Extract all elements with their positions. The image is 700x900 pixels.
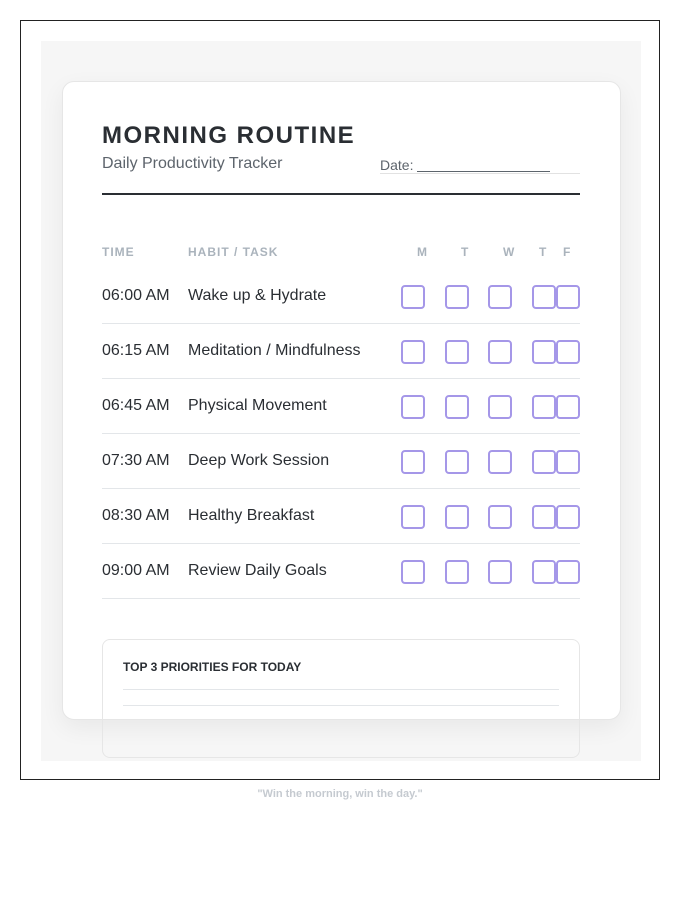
checkbox-mon[interactable]	[401, 285, 425, 309]
date-divider	[380, 173, 580, 174]
row-task: Review Daily Goals	[188, 562, 327, 579]
column-header-time: TIME	[102, 245, 135, 259]
checkbox-thu[interactable]	[532, 505, 556, 529]
table-row	[102, 324, 580, 379]
row-task: Wake up & Hydrate	[188, 287, 327, 304]
row-task: Physical Movement	[188, 397, 327, 414]
checkbox-fri[interactable]	[556, 340, 580, 364]
checkbox-wed[interactable]	[488, 450, 512, 474]
checkbox-thu[interactable]	[532, 560, 556, 584]
column-header-day-thu: T	[539, 245, 548, 259]
footer-quote: "Win the morning, win the day."	[257, 788, 423, 800]
checkbox-fri[interactable]	[556, 450, 580, 474]
checkbox-tue[interactable]	[445, 560, 469, 584]
column-header-day-tue: T	[461, 245, 470, 259]
checkbox-fri[interactable]	[556, 505, 580, 529]
checkbox-mon[interactable]	[401, 560, 425, 584]
checkbox-wed[interactable]	[488, 395, 512, 419]
checkbox-thu[interactable]	[532, 450, 556, 474]
table-row	[102, 434, 580, 489]
row-time: 06:15 AM	[102, 342, 170, 359]
table-row	[102, 379, 580, 434]
checkbox-tue[interactable]	[445, 505, 469, 529]
checkbox-wed[interactable]	[488, 505, 512, 529]
priority-line-2[interactable]	[123, 705, 559, 706]
checkbox-fri[interactable]	[556, 560, 580, 584]
column-header-day-fri: F	[563, 245, 572, 259]
row-task: Deep Work Session	[188, 452, 330, 469]
date-field[interactable]	[417, 171, 550, 172]
row-task: Healthy Breakfast	[188, 507, 315, 524]
checkbox-mon[interactable]	[401, 395, 425, 419]
checkbox-fri[interactable]	[556, 395, 580, 419]
row-time: 08:30 AM	[102, 507, 170, 524]
column-header-task: HABIT / TASK	[188, 245, 279, 259]
checkbox-thu[interactable]	[532, 285, 556, 309]
priorities-panel	[102, 639, 580, 758]
row-time: 06:45 AM	[102, 397, 170, 414]
column-header-day-mon: M	[417, 245, 428, 259]
checkbox-mon[interactable]	[401, 505, 425, 529]
table-row	[102, 489, 580, 544]
checkbox-mon[interactable]	[401, 450, 425, 474]
checkbox-wed[interactable]	[488, 560, 512, 584]
page-title: MORNING ROUTINE	[102, 122, 356, 149]
table-row	[102, 544, 580, 599]
checkbox-tue[interactable]	[445, 395, 469, 419]
row-time: 06:00 AM	[102, 287, 170, 304]
row-time: 09:00 AM	[102, 562, 170, 579]
checkbox-wed[interactable]	[488, 285, 512, 309]
checkbox-tue[interactable]	[445, 340, 469, 364]
checkbox-fri[interactable]	[556, 285, 580, 309]
row-time: 07:30 AM	[102, 452, 170, 469]
table-row	[102, 269, 580, 324]
checkbox-tue[interactable]	[445, 450, 469, 474]
priority-line-1[interactable]	[123, 689, 559, 690]
header-divider	[102, 193, 580, 195]
checkbox-thu[interactable]	[532, 395, 556, 419]
priorities-title: TOP 3 PRIORITIES FOR TODAY	[123, 660, 302, 674]
row-task: Meditation / Mindfulness	[188, 342, 361, 359]
checkbox-tue[interactable]	[445, 285, 469, 309]
page-subtitle: Daily Productivity Tracker	[102, 155, 283, 172]
checkbox-mon[interactable]	[401, 340, 425, 364]
date-label: Date:	[380, 157, 414, 173]
checkbox-wed[interactable]	[488, 340, 512, 364]
checkbox-thu[interactable]	[532, 340, 556, 364]
column-header-day-wed: W	[503, 245, 516, 259]
